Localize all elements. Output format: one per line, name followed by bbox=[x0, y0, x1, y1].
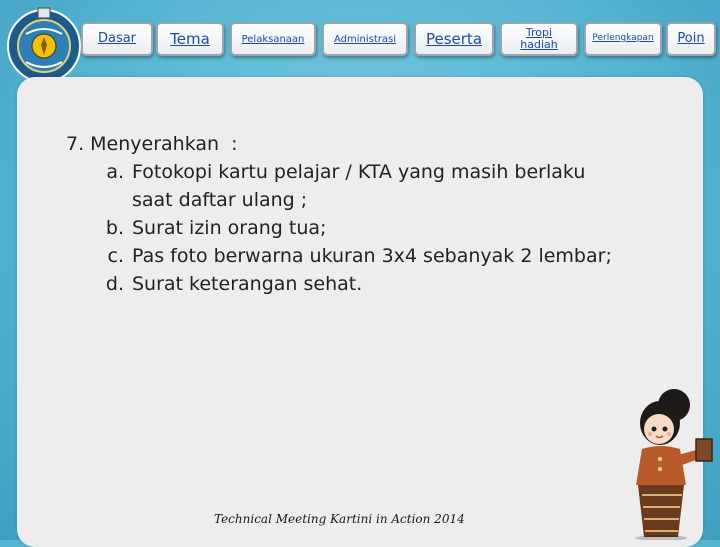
nav-button-tema[interactable] bbox=[156, 22, 224, 56]
nav-button-dasar[interactable] bbox=[81, 22, 153, 56]
item-marker: b. bbox=[105, 217, 124, 239]
nav-button-perlengkapan[interactable] bbox=[584, 22, 662, 56]
nav-button-poin[interactable] bbox=[666, 22, 716, 56]
nav-label: Perlengkapan bbox=[592, 33, 654, 44]
item-text: Pas foto berwarna ukuran 3x4 sebanyak 2 lembar; bbox=[132, 245, 612, 267]
list-item bbox=[96, 242, 666, 270]
item-text: Surat keterangan sehat. bbox=[132, 273, 363, 295]
nav-label-line2: hadiah bbox=[520, 38, 558, 51]
sub-list bbox=[66, 158, 666, 298]
nav-label: Tema bbox=[170, 29, 210, 48]
nav-label: Administrasi bbox=[333, 33, 396, 45]
item-text bbox=[132, 158, 666, 214]
nav-label-line1: Tropi bbox=[525, 25, 553, 39]
nav-label: Peserta bbox=[425, 29, 483, 48]
nav-button-tropi-hadiah[interactable] bbox=[500, 22, 578, 56]
footer-text: Technical Meeting Kartini in Action 2014 bbox=[214, 512, 465, 526]
item-marker: d. bbox=[105, 273, 124, 295]
list-item bbox=[96, 158, 666, 214]
item-text: Surat izin orang tua; bbox=[132, 217, 327, 239]
nav-label: Pelaksanaan bbox=[241, 33, 305, 45]
institution-logo-icon bbox=[4, 4, 84, 84]
list-item bbox=[96, 270, 666, 298]
item-marker: a. bbox=[106, 161, 124, 183]
item-marker: c. bbox=[107, 245, 124, 267]
item-line: saat daftar ulang ; bbox=[132, 189, 308, 211]
kartini-character-icon bbox=[612, 385, 720, 540]
heading-text: Menyerahkan : bbox=[90, 133, 238, 155]
list-item bbox=[96, 214, 666, 242]
heading-number: 7. bbox=[66, 133, 85, 155]
requirements-list bbox=[66, 130, 666, 298]
list-heading bbox=[66, 130, 666, 158]
nav-label: Dasar bbox=[97, 30, 137, 46]
item-line: Fotokopi kartu pelajar / KTA yang masih berlaku bbox=[132, 161, 586, 183]
nav-button-pelaksanaan[interactable] bbox=[230, 22, 316, 56]
nav-label: Poin bbox=[677, 30, 705, 46]
nav-button-administrasi[interactable] bbox=[322, 22, 408, 56]
nav-button-peserta[interactable] bbox=[414, 22, 494, 56]
